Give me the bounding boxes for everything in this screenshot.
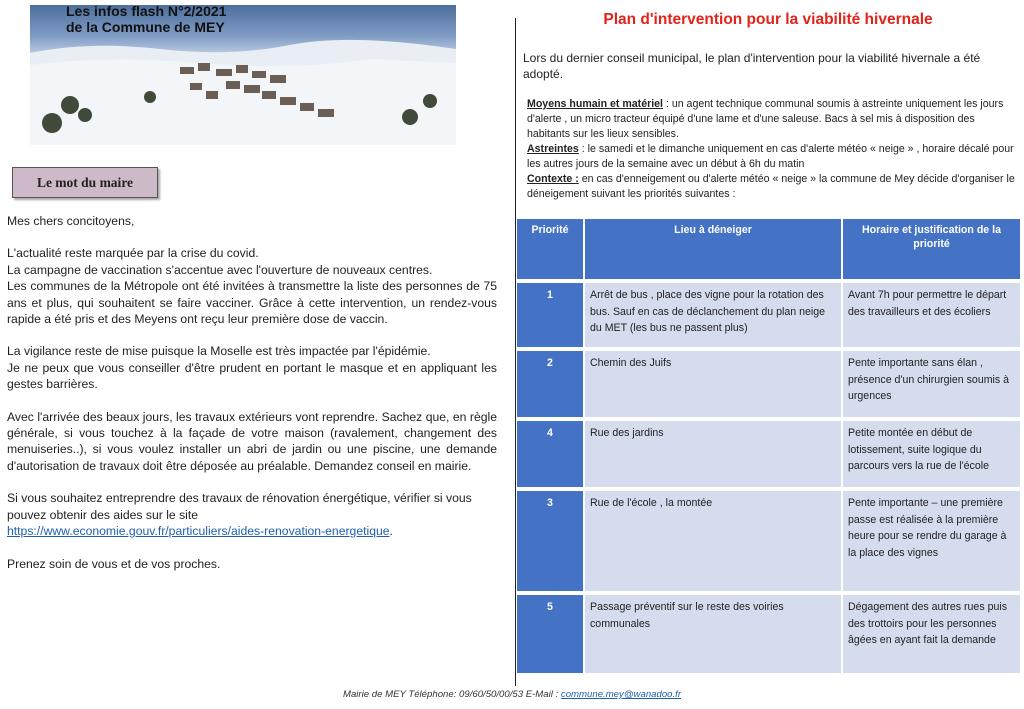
- row-horaire: Petite montée en début de lotissement, suite logique du parcours vers la rue de l'école: [842, 419, 1021, 489]
- plan-title: Plan d'intervention pour la viabilité hivernale: [603, 11, 933, 28]
- moyens-text: : un agent technique communal soumis à astreinte uniquement les jours d'alerte , un micro tracteur équipé d'une lame et d'une saleuse. Bacs à sel mis à disposition des habitants sur les lieux sensibles.: [527, 98, 1004, 140]
- row-priorite: 1: [517, 283, 584, 349]
- table-row: [517, 419, 1021, 489]
- header-horaire: Horaire et justification de la priorité: [842, 219, 1021, 279]
- letter-closing: Prenez soin de vous et de vos proches.: [7, 556, 221, 571]
- astreintes-label: Astreintes: [527, 143, 579, 155]
- letter-p7: Si vous souhaitez entreprendre des travaux de rénovation énergétique, vérifier si vous pouvez obtenir des aides sur le site: [7, 491, 472, 522]
- table-row: [517, 283, 1021, 349]
- row-lieu: Rue des jardins: [584, 419, 842, 489]
- row-horaire: Pente importante sans élan , présence d'un chirurgien soumis à urgences: [842, 349, 1021, 419]
- table-header-row: [517, 219, 1021, 279]
- header-lieu: Lieu à déneiger: [584, 219, 842, 279]
- letter-p5: Je ne peux que vous conseiller d'être prudent en portant le masque et en appliquant les gestes barrières.: [7, 360, 497, 392]
- letter-paragraph-travaux: Avec l'arrivée des beaux jours, les travaux extérieurs vont reprendre. Sachez que, en règle générale, si vous touchez à la façade de votre maison (ravalement, changement des menuiseries..), si vous voulez installer un abri de jardin ou une piscine, une demande d'autorisation de travaux doit être déposée au préalable. Demandez conseil en mairie.: [7, 409, 497, 473]
- letter-p4: La vigilance reste de mise puisque la Moselle est très impactée par l'épidémie.: [7, 344, 431, 359]
- row-horaire: Avant 7h pour permettre le départ des travailleurs et des écoliers: [842, 283, 1021, 349]
- moyens-label: Moyens humain et matériel: [527, 98, 663, 110]
- header-priorite: Priorité: [517, 219, 584, 279]
- row-priorite: 4: [517, 419, 584, 489]
- table-row: [517, 489, 1021, 593]
- table-row: [517, 593, 1021, 675]
- link-suffix: .: [389, 524, 393, 539]
- row-priorite: 2: [517, 349, 584, 419]
- row-lieu: Arrêt de bus , place des vigne pour la rotation des bus. Sauf en cas de déclanchement du plan neige du MET (les bus ne passent plus): [584, 283, 842, 349]
- letter-paragraph-renovation: [7, 490, 497, 539]
- newsletter-title: [30, 3, 226, 35]
- newsletter-title-line1: Les infos flash N°2/2021: [66, 3, 227, 19]
- footer-contact: [0, 689, 1024, 700]
- plan-intro: Lors du dernier conseil municipal, le plan d'intervention pour la viabilité hivernale a été adopté.: [523, 51, 981, 81]
- astreintes-text: : le samedi et le dimanche uniquement en cas d'alerte météo « neige » , horaire décalé pour les autres jours de la semaine avec un début à 6h du matin: [527, 143, 1014, 170]
- newsletter-title-line2: de la Commune de MEY: [66, 19, 225, 35]
- footer-email-link[interactable]: commune.mey@wanadoo.fr: [560, 689, 682, 700]
- priority-table: [517, 219, 1022, 677]
- row-priorite: 3: [517, 489, 584, 593]
- plan-details: [527, 97, 1017, 202]
- row-priorite: 5: [517, 593, 584, 675]
- renovation-aid-link[interactable]: https://www.economie.gouv.fr/particuliers/aides-renovation-energetique: [7, 524, 390, 539]
- column-divider: [515, 18, 516, 686]
- letter-p3: Les communes de la Métropole ont été invitées à transmettre la liste des personnes de 75 ans et plus, qui souhaitent se faire vacciner. Grâce à cette intervention, un rendez-vous rapide a été pris et des Meyens ont reçu leur première dose de vaccin.: [7, 279, 497, 327]
- contexte-text: en cas d'enneigement ou d'alerte météo « neige » la commune de Mey décide d'organiser le déneigement suivant les priorités suivantes :: [527, 173, 1015, 200]
- contexte-label: Contexte :: [527, 173, 579, 185]
- row-horaire: Pente importante – une première passe est réalisée à la première heure pour se rendre du garage à la place des vignes: [842, 489, 1021, 593]
- footer-text: Mairie de MEY Téléphone: 09/60/50/00/53 E-Mail :: [342, 689, 559, 700]
- letter-paragraph-covid: [7, 245, 497, 327]
- mot-du-maire-heading: Le mot du maire: [12, 167, 158, 198]
- letter-greeting: Mes chers concitoyens,: [7, 214, 135, 228]
- row-lieu: Passage préventif sur le reste des voiries communales: [584, 593, 842, 675]
- letter-p1: L'actualité reste marquée par la crise du covid.: [7, 246, 259, 261]
- maire-letter: [7, 213, 497, 588]
- row-horaire: Dégagement des autres rues puis des trottoirs pour les personnes âgées en ayant fait la demande: [842, 593, 1021, 675]
- row-lieu: Chemin des Juifs: [584, 349, 842, 419]
- row-lieu: Rue de l'école , la montée: [584, 489, 842, 593]
- letter-p2: La campagne de vaccination s'accentue avec l'ouverture de nouveaux centres.: [7, 262, 433, 277]
- table-row: [517, 349, 1021, 419]
- letter-paragraph-vigilance: [7, 343, 497, 392]
